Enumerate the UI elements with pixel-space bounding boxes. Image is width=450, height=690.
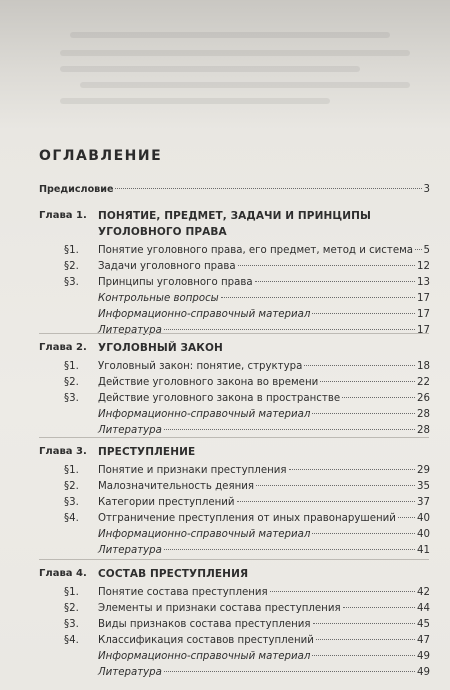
entry-title: Понятие уголовного права, его предмет, метод и система: [98, 245, 414, 256]
page-number: 18: [417, 361, 430, 372]
chapter-divider: [39, 437, 429, 438]
dot-leader: [256, 484, 415, 486]
page-number: 42: [417, 587, 430, 598]
toc-section-entry[interactable]: [0, 375, 450, 391]
section-number: §3.: [64, 277, 79, 288]
chapter-heading[interactable]: [0, 208, 450, 224]
chapter-heading[interactable]: [0, 566, 450, 582]
toc-section-entry[interactable]: [0, 243, 450, 259]
page-number: 17: [417, 293, 430, 304]
dot-leader: [343, 606, 415, 608]
entry-title: Понятие состава преступления: [98, 587, 268, 598]
dot-leader: [164, 328, 415, 330]
section-number: §2.: [64, 603, 79, 614]
dot-leader: [221, 296, 415, 298]
toc-section-entry[interactable]: [0, 275, 450, 291]
dot-leader: [342, 396, 415, 398]
section-number: §1.: [64, 245, 79, 256]
toc-preface-row[interactable]: [0, 182, 450, 198]
toc-section-entry[interactable]: [0, 495, 450, 511]
dot-leader: [164, 670, 415, 672]
section-number: §3.: [64, 497, 79, 508]
chapter-label: Глава 4.: [39, 568, 87, 579]
page-number: 17: [417, 309, 430, 320]
toc-section-entry[interactable]: [0, 633, 450, 649]
dot-leader: [313, 622, 415, 624]
page-number: 13: [417, 277, 430, 288]
toc-supplement-entry[interactable]: [0, 649, 450, 665]
page-number: 28: [417, 409, 430, 420]
toc-section-entry[interactable]: [0, 585, 450, 601]
toc-section-entry[interactable]: [0, 511, 450, 527]
dot-leader: [398, 516, 415, 518]
section-number: §4.: [64, 635, 79, 646]
entry-title: Понятие и признаки преступления: [98, 465, 287, 476]
dot-leader: [255, 280, 415, 282]
section-number: §2.: [64, 261, 79, 272]
entry-title: Классификация составов преступлений: [98, 635, 314, 646]
toc-supplement-entry[interactable]: [0, 407, 450, 423]
dot-leader: [270, 590, 415, 592]
section-number: §1.: [64, 361, 79, 372]
page-number: 47: [417, 635, 430, 646]
page-number: 22: [417, 377, 430, 388]
chapter-title-line2: УГОЛОВНОГО ПРАВА: [98, 226, 227, 238]
page-number: 49: [417, 651, 430, 662]
toc-section-entry[interactable]: [0, 259, 450, 275]
entry-title: Информационно-справочный материал: [98, 409, 311, 420]
entry-title: Отграничение преступления от иных правонарушений: [98, 513, 396, 524]
entry-title: Малозначительность деяния: [98, 481, 254, 492]
entry-title: Действие уголовного закона в пространстве: [98, 393, 341, 404]
entry-title: Принципы уголовного права: [98, 277, 253, 288]
dot-leader: [115, 187, 421, 189]
dot-leader: [238, 264, 415, 266]
entry-title: Категории преступлений: [98, 497, 235, 508]
preface-title: Предисловие: [39, 184, 114, 195]
toc-supplement-entry[interactable]: [0, 543, 450, 559]
page-number: 49: [417, 667, 430, 678]
chapter-heading-continued: [0, 224, 450, 240]
dot-leader: [415, 248, 421, 250]
entry-title: Задачи уголовного права: [98, 261, 236, 272]
chapter-title: УГОЛОВНЫЙ ЗАКОН: [98, 342, 223, 354]
section-number: §4.: [64, 513, 79, 524]
page-number: 40: [417, 529, 430, 540]
entry-title: Литература: [98, 425, 162, 436]
toc-section-entry[interactable]: [0, 617, 450, 633]
dot-leader: [164, 428, 415, 430]
entry-title: Информационно-справочный материал: [98, 529, 311, 540]
entry-title: Литература: [98, 545, 162, 556]
toc-section-entry[interactable]: [0, 463, 450, 479]
section-number: §2.: [64, 481, 79, 492]
entry-title: Литература: [98, 325, 162, 336]
toc-supplement-entry[interactable]: [0, 291, 450, 307]
chapter-heading[interactable]: [0, 340, 450, 356]
dot-leader: [289, 468, 416, 470]
page-number: 3: [423, 184, 430, 195]
dot-leader: [316, 638, 415, 640]
chapter-title: ПРЕСТУПЛЕНИЕ: [98, 446, 196, 458]
section-number: §1.: [64, 465, 79, 476]
toc-section-entry[interactable]: [0, 601, 450, 617]
page-number: 35: [417, 481, 430, 492]
entry-title: Элементы и признаки состава преступления: [98, 603, 341, 614]
section-number: §1.: [64, 587, 79, 598]
page-number: 17: [417, 325, 430, 336]
dot-leader: [312, 654, 415, 656]
dot-leader: [304, 364, 415, 366]
page-number: 37: [417, 497, 430, 508]
dot-leader: [164, 548, 415, 550]
page-number: 28: [417, 425, 430, 436]
entry-title: Действие уголовного закона во времени: [98, 377, 319, 388]
page-title: ОГЛАВЛЕНИЕ: [39, 148, 163, 164]
toc-supplement-entry[interactable]: [0, 323, 450, 339]
page-number: 41: [417, 545, 430, 556]
dot-leader: [320, 380, 415, 382]
page-number: 40: [417, 513, 430, 524]
page-number: 45: [417, 619, 430, 630]
page-number: 29: [417, 465, 430, 476]
chapter-label: Глава 3.: [39, 446, 87, 457]
toc-supplement-entry[interactable]: [0, 307, 450, 323]
entry-title: Контрольные вопросы: [98, 293, 219, 304]
section-number: §2.: [64, 377, 79, 388]
toc-supplement-entry[interactable]: [0, 527, 450, 543]
chapter-title: СОСТАВ ПРЕСТУПЛЕНИЯ: [98, 568, 249, 580]
page-number: 12: [417, 261, 430, 272]
dot-leader: [237, 500, 416, 502]
toc-supplement-entry[interactable]: [0, 665, 450, 681]
entry-title: Уголовный закон: понятие, структура: [98, 361, 303, 372]
chapter-divider: [39, 333, 429, 334]
chapter-divider: [39, 559, 429, 560]
section-number: §3.: [64, 619, 79, 630]
toc-section-entry[interactable]: [0, 479, 450, 495]
toc-section-entry[interactable]: [0, 391, 450, 407]
section-number: §3.: [64, 393, 79, 404]
page-number: 44: [417, 603, 430, 614]
chapter-label: Глава 2.: [39, 342, 87, 353]
page-number: 26: [417, 393, 430, 404]
entry-title: Виды признаков состава преступления: [98, 619, 311, 630]
page-number: 5: [423, 245, 430, 256]
chapter-label: Глава 1.: [39, 210, 87, 221]
toc-section-entry[interactable]: [0, 359, 450, 375]
dot-leader: [312, 312, 415, 314]
dot-leader: [312, 412, 415, 414]
chapter-heading[interactable]: [0, 444, 450, 460]
chapter-title: ПОНЯТИЕ, ПРЕДМЕТ, ЗАДАЧИ И ПРИНЦИПЫ: [98, 210, 371, 222]
entry-title: Информационно-справочный материал: [98, 309, 311, 320]
dot-leader: [312, 532, 415, 534]
entry-title: Литература: [98, 667, 162, 678]
entry-title: Информационно-справочный материал: [98, 651, 311, 662]
